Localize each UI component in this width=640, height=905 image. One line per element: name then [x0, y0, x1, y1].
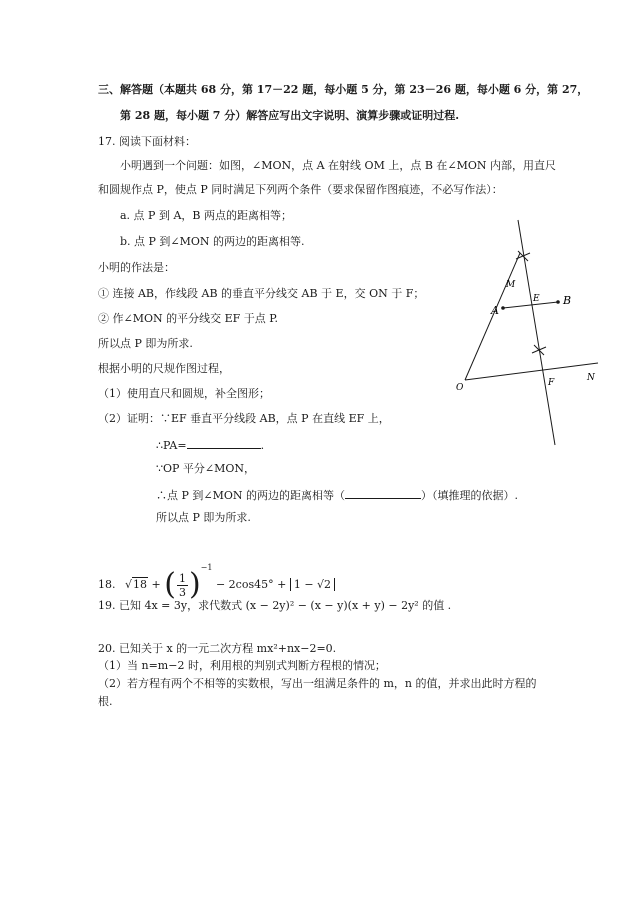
q18-line: 18. √18 + ( $\frac{1}{3}$ )$^{-1}$ − 2cos45° + 1 − √2	[98, 548, 335, 588]
q18-middle: − 2cos45° +	[215, 578, 287, 591]
answer-blank-pa[interactable]	[187, 436, 261, 449]
proof1-text: ∴PA=	[156, 439, 187, 452]
q19-text: 19. 已知 4x = 3y，求代数式 (x − 2y)² − (x − y)(x + y) − 2y² 的值 .	[98, 599, 452, 612]
label-a: A	[491, 304, 499, 317]
abs-value: 1 − √2	[290, 578, 335, 591]
q17-step1: ① 连接 AB，作线段 AB 的垂直平分线交 AB 于 E，交 ON 于 F；	[98, 287, 425, 300]
q20-part1: （1）当 n=m−2 时，利用根的判别式判断方程根的情况；	[98, 659, 386, 672]
proof3-end: ）（填推理的依据）.	[421, 489, 519, 502]
q17-proof-line3	[156, 486, 518, 504]
label-f: F	[548, 378, 555, 388]
geometry-figure	[450, 215, 615, 450]
q17-proof-line4: 所以点 P 即为所求.	[156, 511, 251, 524]
q20-part2-line2: 根.	[98, 695, 113, 708]
point-b	[556, 300, 560, 304]
q17-intro-line1: 小明遇到一个问题：如图，∠MON，点 A 在射线 OM 上，点 B 在∠MON 内部，用直尺	[120, 159, 557, 172]
left-paren: (	[164, 567, 176, 602]
sqrt-argument: 18	[133, 578, 148, 591]
q17-task-intro: 根据小明的尺规作图过程，	[98, 362, 230, 375]
point-a	[501, 306, 505, 310]
q17-step2: ② 作∠MON 的平分线交 EF 于点 P.	[98, 312, 278, 325]
label-o: O	[456, 383, 464, 393]
proof3-text: ∴点 P 到∠MON 的两边的距离相等（	[156, 489, 346, 502]
q17-proof-line2: ∵OP 平分∠MON，	[156, 462, 256, 475]
exponent: −1	[200, 563, 213, 572]
q20-part2-line1: （2）若方程有两个不相等的实数根，写出一组满足条件的 m，n 的值，并求出此时方程的	[98, 677, 537, 690]
segment-ab	[503, 302, 558, 308]
fraction	[177, 572, 188, 599]
q18-number: 18.	[98, 578, 116, 591]
right-paren: )	[188, 567, 201, 602]
label-m: M	[506, 280, 516, 290]
answer-blank-reason[interactable]	[345, 486, 421, 499]
q17-proof-line1	[156, 436, 264, 454]
q17-method-title: 小明的作法是：	[98, 261, 175, 274]
q20-number-line: 20. 已知关于 x 的一元二次方程 mx²+nx−2=0.	[98, 642, 337, 655]
section-title-line2: 第 28 题，每小题 7 分）解答应写出文字说明、演算步骤或证明过程.	[120, 109, 460, 122]
line-ef	[518, 220, 555, 445]
sqrt-sign: √	[125, 578, 133, 591]
q17-part2: （2）证明：∵EF 垂直平分线段 AB，点 P 在直线 EF 上，	[98, 412, 390, 425]
fraction-denominator: 3	[178, 585, 186, 599]
proof1-end: .	[260, 439, 265, 452]
q17-condition-b: b. 点 P 到∠MON 的两边的距离相等.	[120, 235, 305, 248]
label-n: N	[587, 373, 595, 383]
q17-condition-a: a. 点 P 到 A，B 两点的距离相等；	[120, 209, 292, 222]
ray-on	[465, 363, 598, 380]
label-b: B	[563, 294, 572, 307]
fraction-numerator: 1	[178, 571, 186, 585]
section-title-line1: 三、解答题（本题共 68 分，第 17－22 题，每小题 5 分，第 23－26 题，每小题 6 分，第 27，	[98, 83, 589, 96]
q17-number: 17. 阅读下面材料：	[98, 135, 196, 148]
label-e: E	[533, 294, 540, 304]
q17-intro-line2: 和圆规作点 P，使点 P 同时满足下列两个条件（要求保留作图痕迹，不必写作法）：	[98, 183, 503, 196]
q17-part1: （1）使用直尺和圆规，补全图形；	[98, 387, 270, 400]
q17-conclusion: 所以点 P 即为所求.	[98, 337, 193, 350]
